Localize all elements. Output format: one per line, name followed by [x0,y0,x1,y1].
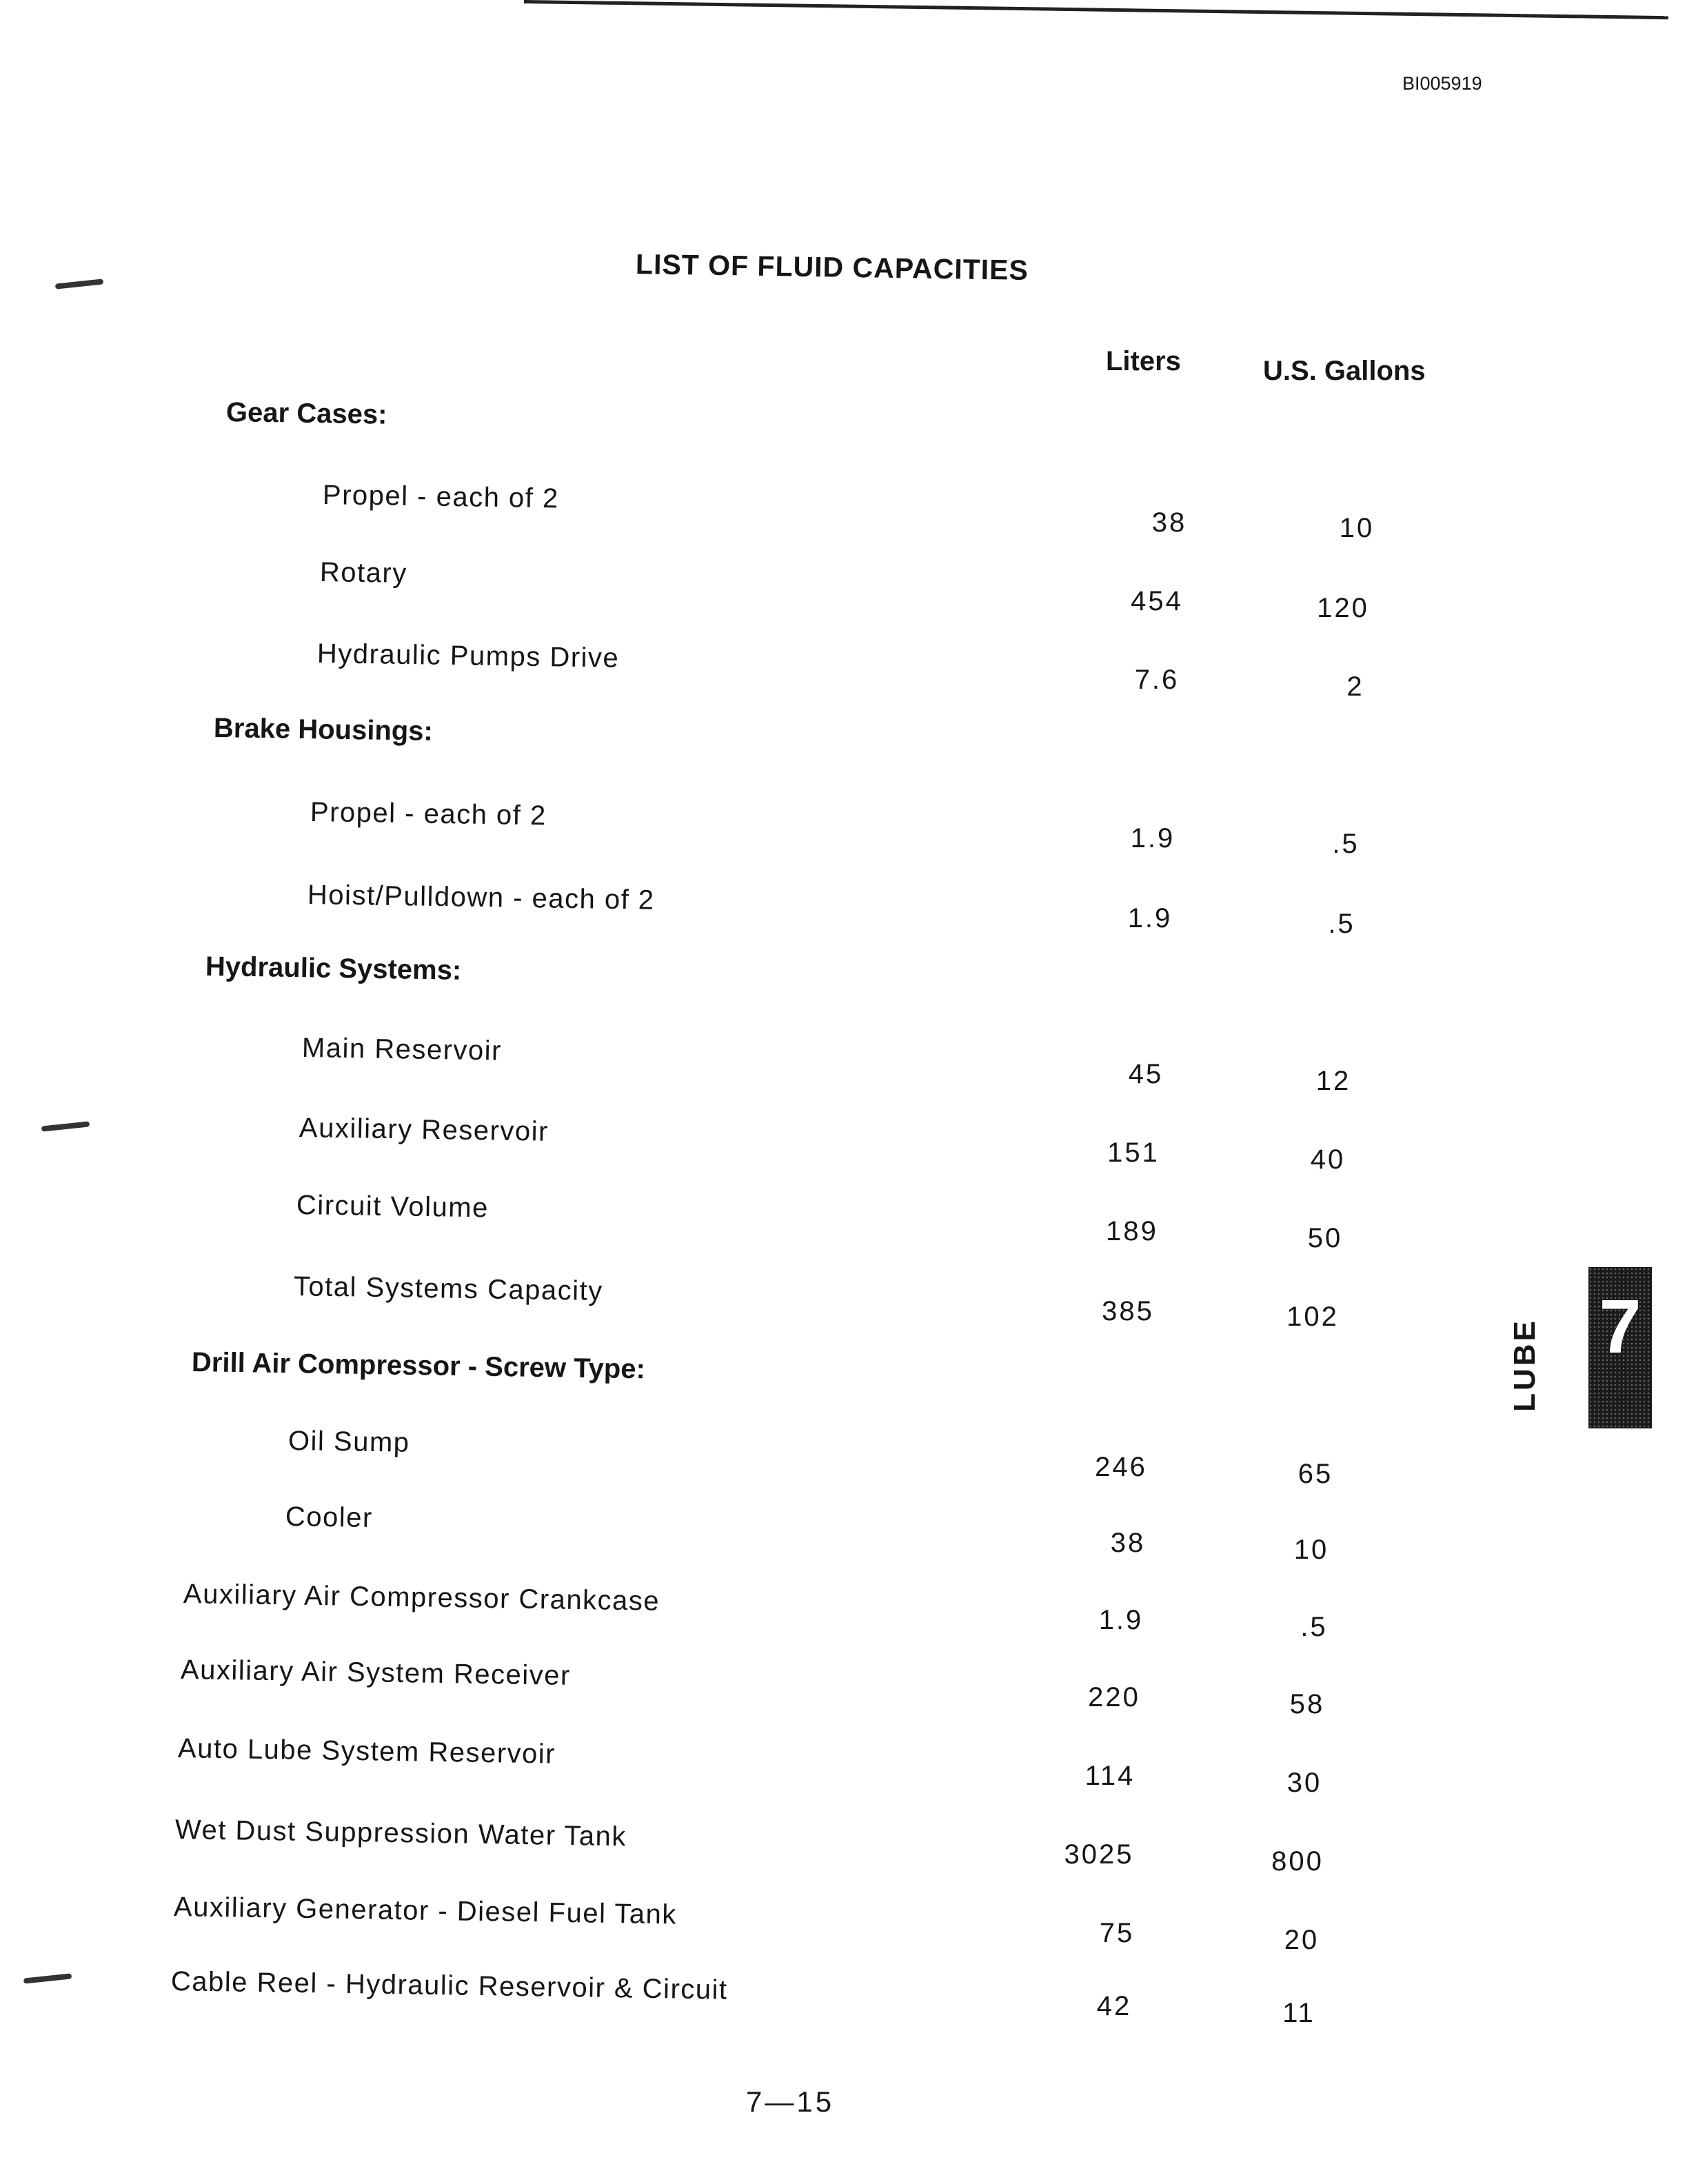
row-liters: 220 [1088,1682,1140,1712]
row-liters: 1.9 [1130,823,1175,853]
row-gallons: .5 [1328,909,1355,939]
row-label: Circuit Volume [296,1190,489,1224]
binder-hole-mark [55,279,103,289]
row-liters: 246 [1095,1452,1147,1482]
row-label: Hoist/Pulldown - each of 2 [307,880,655,916]
section-tab [1588,1267,1652,1428]
section-heading-hydraulic-systems: Hydraulic Systems: [205,951,462,986]
section-heading-drill-air-compressor: Drill Air Compressor - Screw Type: [191,1347,646,1385]
row-label: Cable Reel - Hydraulic Reservoir & Circuit [170,1966,728,2005]
row-label: Auxiliary Air Compressor Crankcase [183,1579,660,1617]
row-gallons: 40 [1310,1144,1346,1175]
row-liters: 38 [1110,1528,1146,1558]
row-gallons: .5 [1300,1612,1328,1642]
top-scan-line [523,0,1668,44]
binder-hole-mark [23,1973,72,1983]
row-gallons: 50 [1307,1223,1343,1253]
row-gallons: 102 [1286,1302,1339,1332]
row-label: Hydraulic Pumps Drive [316,638,620,674]
section-tab-number: 7 [1599,1284,1642,1369]
row-label: Auxiliary Reservoir [299,1113,549,1147]
row-gallons: 2 [1346,671,1364,702]
column-header-liters: Liters [1106,346,1181,376]
row-liters: 189 [1106,1216,1158,1246]
row-label: Total Systems Capacity [293,1271,604,1307]
section-heading-brake-housings: Brake Housings: [213,713,434,747]
row-liters: 42 [1096,1991,1132,2021]
row-gallons: 11 [1282,1998,1315,2028]
document-id: BI005919 [1402,73,1482,94]
row-label: Auto Lube System Reservoir [177,1733,556,1770]
row-liters: 45 [1128,1059,1164,1089]
row-gallons: 20 [1284,1925,1320,1955]
row-liters: 3025 [1064,1839,1134,1870]
row-liters: 1.9 [1098,1605,1144,1635]
section-tab-label: LUBE [1508,1318,1542,1412]
row-label: Oil Sump [287,1426,410,1458]
row-gallons: 30 [1286,1768,1322,1798]
row-liters: 385 [1102,1296,1154,1326]
row-liters: 151 [1107,1138,1160,1168]
row-label: Cooler [285,1502,374,1533]
row-label: Rotary [319,557,408,589]
page-title: LIST OF FLUID CAPACITIES [635,248,1029,286]
row-gallons: 65 [1298,1459,1333,1489]
column-header-gallons: U.S. Gallons [1263,356,1426,386]
binder-hole-mark [41,1121,90,1131]
row-liters: 454 [1131,586,1183,616]
row-label: Auxiliary Air System Receiver [180,1655,572,1691]
row-gallons: 58 [1289,1689,1325,1719]
row-label: Auxiliary Generator - Diesel Fuel Tank [173,1892,678,1930]
row-gallons: 12 [1315,1066,1351,1096]
row-gallons: 120 [1317,593,1369,623]
row-gallons: 10 [1339,513,1375,543]
row-gallons: 800 [1271,1846,1324,1877]
row-gallons: .5 [1332,829,1360,859]
row-liters: 114 [1084,1761,1135,1791]
row-liters: 1.9 [1127,903,1173,933]
row-label: Propel - each of 2 [310,797,547,831]
row-gallons: 10 [1293,1535,1329,1565]
row-liters: 7.6 [1134,665,1180,695]
row-label: Main Reservoir [301,1033,503,1066]
row-label: Propel - each of 2 [322,480,560,514]
row-liters: 75 [1099,1918,1135,1948]
section-heading-gear-cases: Gear Cases: [225,397,387,430]
page-number: 7—15 [746,2085,835,2118]
row-liters: 38 [1151,507,1187,538]
row-label: Wet Dust Suppression Water Tank [174,1814,627,1852]
